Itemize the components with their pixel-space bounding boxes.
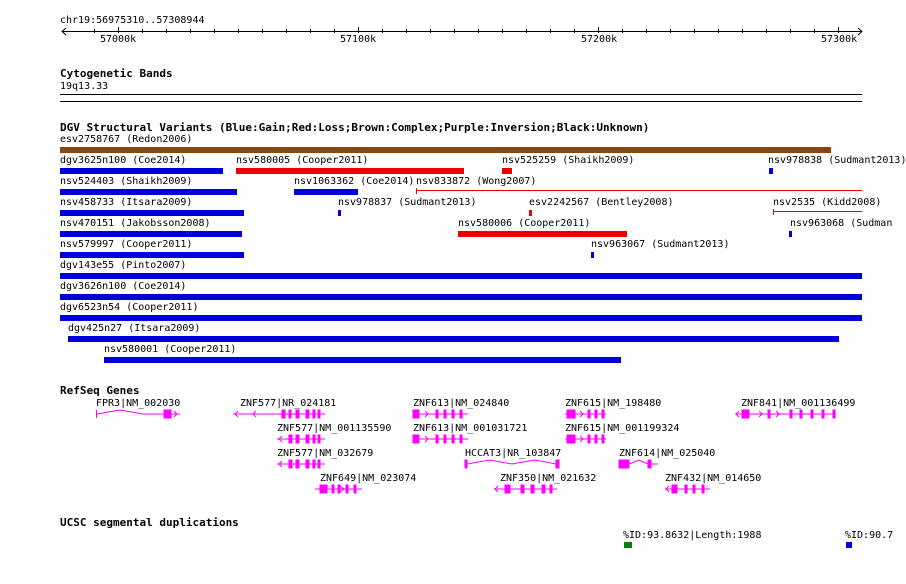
dgv-bars [60,147,862,363]
gene-label[interactable]: ZNF432|NM_014650 [665,473,762,484]
cytoband-track-title: Cytogenetic Bands [60,67,173,80]
dgv-bar [458,231,627,237]
gene-model [277,435,325,443]
dgv-bar [60,315,862,321]
gene-label[interactable]: FPR3|NM_002030 [96,398,181,409]
dgv-bar [769,168,773,174]
dgv-feature-label[interactable]: nsv580006 (Cooper2011) [458,218,591,229]
dgv-feature-label[interactable]: dgv3625n100 (Coe2014) [60,155,187,166]
tick-label: 57200k [581,34,618,45]
refseq-genes [97,410,837,493]
refseq-track-title: RefSeq Genes [60,384,140,397]
dgv-bar [591,252,594,258]
dgv-feature-label[interactable]: dgv143e55 (Pinto2007) [60,260,187,271]
dgv-feature-label[interactable]: nsv963068 (Sudman [790,218,893,229]
dgv-feature-label[interactable]: nsv978838 (Sudmant2013) [768,155,906,166]
gene-label[interactable]: ZNF649|NM_023074 [320,473,417,484]
gene-label[interactable]: ZNF613|NM_024840 [413,398,510,409]
dgv-feature-label[interactable]: nsv525259 (Shaikh2009) [502,155,635,166]
gene-label[interactable]: ZNF841|NM_001136499 [741,398,856,409]
dgv-bar [529,210,532,216]
coordinate-range: chr19:56975310..57308944 [60,15,205,26]
dgv-bar [60,273,862,279]
gene-label[interactable]: ZNF577|NM_001135590 [277,423,392,434]
gene-model [233,410,325,418]
segdup-label[interactable]: %ID:93.8632|Length:1988 [623,530,762,541]
cytoband-label: 19q13.33 [60,81,109,92]
dgv-feature-label[interactable]: dgv3626n100 (Coe2014) [60,281,187,292]
dgv-feature-label[interactable]: nsv978837 (Sudmant2013) [338,197,477,208]
dgv-feature-label[interactable]: nsv833872 (Wong2007) [416,176,537,187]
dgv-bar [60,210,244,216]
dgv-feature-label[interactable]: dgv425n27 (Itsara2009) [68,323,201,334]
dgv-bar [60,294,862,300]
dgv-feature-label[interactable]: nsv580001 (Cooper2011) [104,344,237,355]
ruler [62,27,862,35]
gene-model [565,410,606,418]
gene-model [665,485,710,493]
dgv-bar [68,336,839,342]
gene-model [315,485,362,493]
dgv-bar [236,168,464,174]
dgv-feature-label[interactable]: nsv579997 (Cooper2011) [60,239,193,250]
cytoband-band [60,95,862,102]
dgv-feature-label[interactable]: esv2242567 (Bentley2008) [529,197,674,208]
gene-label[interactable]: ZNF577|NR_024181 [240,398,337,409]
gene-model [735,410,836,418]
dgv-bar [60,252,244,258]
dgv-bar [502,168,512,174]
tick-label: 57100k [340,34,377,45]
dgv-bar [294,189,358,195]
dgv-feature-label[interactable]: nsv524403 (Shaikh2009) [60,176,193,187]
segdup-bar [846,542,852,548]
gene-model [413,435,468,443]
dgv-feature-label[interactable]: dgv6523n54 (Cooper2011) [60,302,199,313]
gene-label[interactable]: ZNF614|NM_025040 [619,448,716,459]
dgv-bar [104,357,621,363]
gene-label[interactable]: ZNF613|NM_001031721 [413,423,528,434]
dgv-bar [789,231,792,237]
gene-label[interactable]: ZNF350|NM_021632 [500,473,597,484]
dgv-bar [60,147,831,153]
segdup-bar [624,542,632,548]
gene-label[interactable]: ZNF577|NM_032679 [277,448,374,459]
segdup-track-title: UCSC segmental duplications [60,516,239,529]
tick-label: 57300k [821,34,858,45]
dgv-bar [338,210,341,216]
gene-label[interactable]: ZNF615|NM_001199324 [565,423,680,434]
tick-label: 57000k [100,34,137,45]
gene-model [413,410,468,418]
dgv-feature-label[interactable]: esv2758767 (Redon2006) [60,134,193,145]
dgv-bar [60,189,237,195]
gene-model [277,460,325,468]
segdup-bars [624,542,852,548]
gene-model [565,435,606,443]
dgv-bar [60,168,223,174]
gene-model [619,460,658,468]
gene-label[interactable]: ZNF615|NM_198480 [565,398,662,409]
dgv-track-title: DGV Structural Variants (Blue:Gain;Red:Loss;Brown:Complex;Purple:Inversion;Black:Unknown) [60,121,650,134]
gene-model [494,485,557,493]
gene-model [97,410,181,418]
gene-model [465,460,559,468]
dgv-feature-label[interactable]: nsv458733 (Itsara2009) [60,197,193,208]
dgv-feature-label[interactable]: nsv470151 (Jakobsson2008) [60,218,211,229]
dgv-feature-label[interactable]: nsv1063362 (Coe2014) [294,176,415,187]
gene-label[interactable]: HCCAT3|NR_103847 [465,448,562,459]
segdup-label[interactable]: %ID:90.7 [845,530,894,541]
dgv-bar [60,231,242,237]
dgv-feature-label[interactable]: nsv2535 (Kidd2008) [773,197,882,208]
dgv-feature-label[interactable]: nsv963067 (Sudmant2013) [591,239,730,250]
dgv-feature-label[interactable]: nsv580005 (Cooper2011) [236,155,369,166]
